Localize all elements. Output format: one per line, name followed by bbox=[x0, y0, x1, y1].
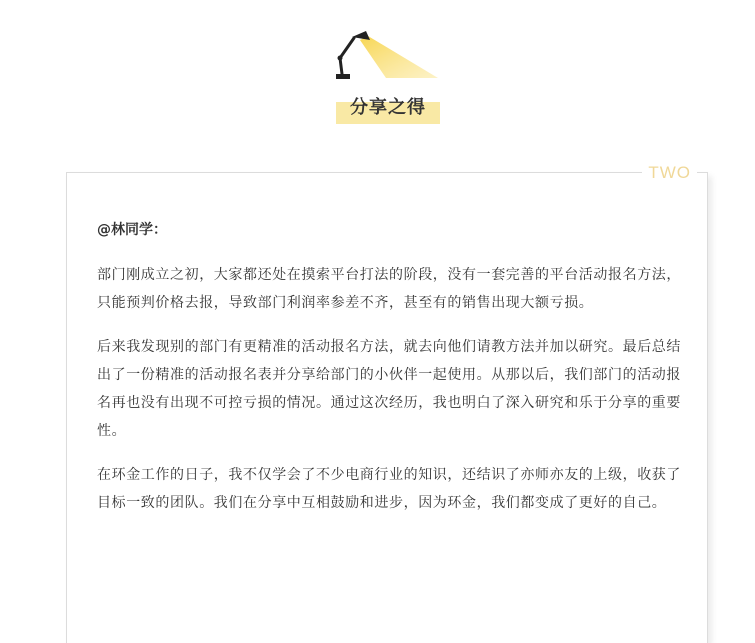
paragraph-2: 后来我发现别的部门有更精准的活动报名方法，就去向他们请教方法并加以研究。最后总结出了一份精准的活动报名表并分享给部门的小伙伴一起使用。从那以后，我们部门的活动报名再也没有出现不可控亏损的情况。通过这次经历，我也明白了深入研究和乐于分享的重要性。 bbox=[97, 339, 681, 439]
section-number-tag: TWO bbox=[642, 163, 697, 183]
author-name: @林同学： bbox=[97, 222, 167, 238]
section-title: 分享之得 bbox=[350, 97, 426, 118]
article-content bbox=[97, 217, 681, 533]
article-card bbox=[66, 163, 708, 643]
paragraph-1: 部门刚成立之初，大家都还处在摸索平台打法的阶段，没有一套完善的平台活动报名方法，只能预判价格去报，导致部门利润率参差不齐，甚至有的销售出现大额亏损。 bbox=[97, 267, 681, 311]
desk-lamp-icon bbox=[330, 28, 440, 86]
section-title-block bbox=[336, 92, 440, 126]
paragraph-3: 在环金工作的日子，我不仅学会了不少电商行业的知识，还结识了亦师亦友的上级，收获了目标一致的团队。我们在分享中互相鼓励和进步，因为环金，我们都变成了更好的自己。 bbox=[97, 467, 681, 511]
